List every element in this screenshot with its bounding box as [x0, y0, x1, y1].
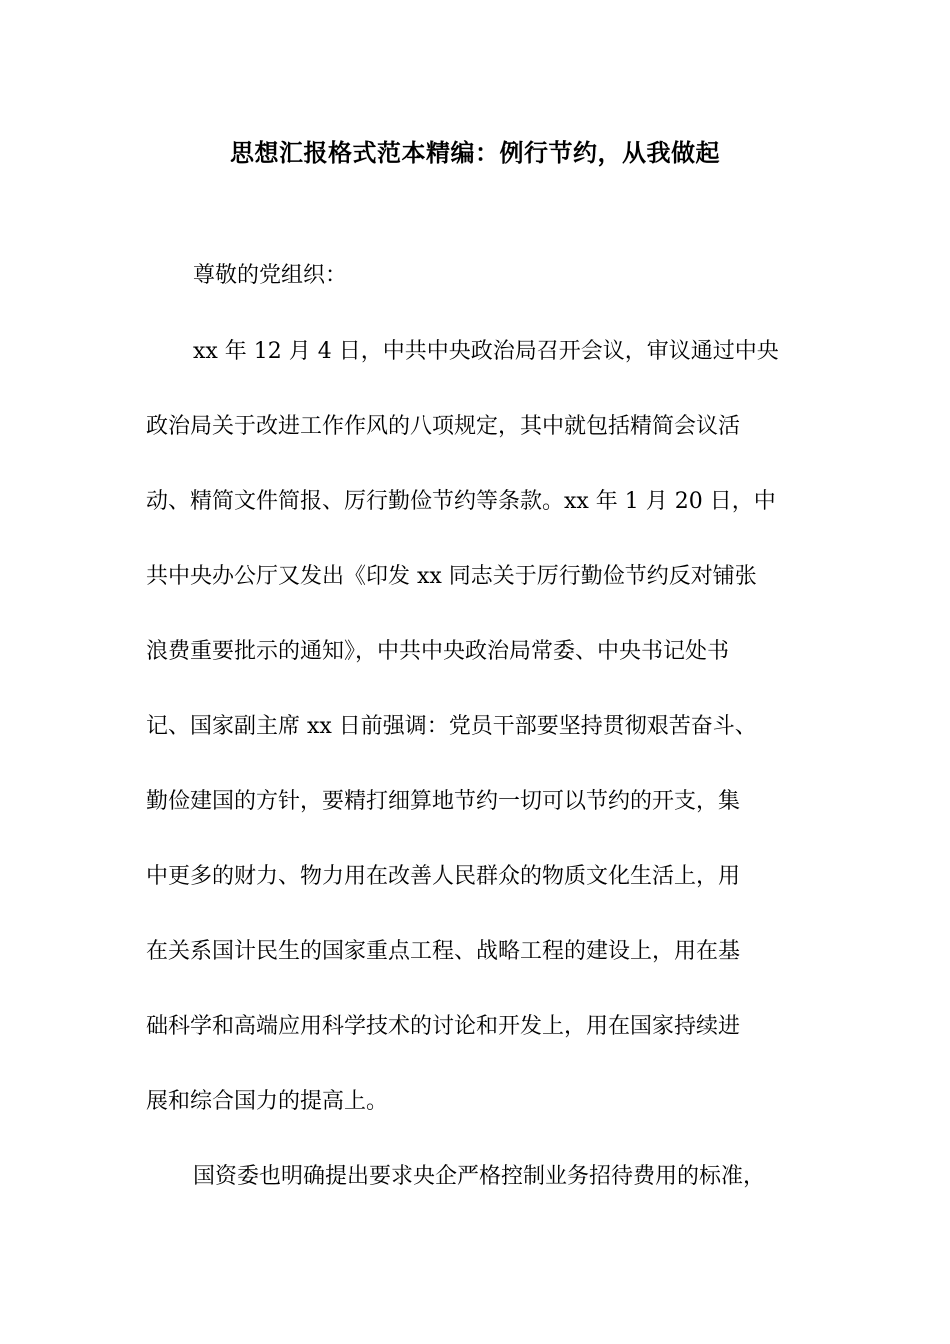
- paragraph-1-line-1: xx 年 12 月 4 日，中共中央政治局召开会议，审议通过中央: [193, 339, 779, 364]
- salutation: 尊敬的党组织：: [193, 263, 348, 288]
- document-title: 思想汇报格式范本精编：例行节约，从我做起: [230, 139, 720, 167]
- paragraph-2-line-1: 国资委也明确提出要求央企严格控制业务招待费用的标准，: [193, 1164, 766, 1189]
- paragraph-1-line-2: 政治局关于改进工作作风的八项规定，其中就包括精简会议活: [146, 414, 741, 439]
- paragraph-1-line-4: 共中央办公厅又发出《印发 xx 同志关于厉行勤俭节约反对铺张: [146, 564, 757, 589]
- paragraph-1-line-5: 浪费重要批示的通知》，中共中央政治局常委、中央书记处书: [146, 639, 730, 664]
- paragraph-1-line-7: 勤俭建国的方针，要精打细算地节约一切可以节约的开支，集: [146, 789, 741, 814]
- paragraph-1-line-3: 动、精简文件简报、厉行勤俭节约等条款。xx 年 1 月 20 日，中: [146, 489, 776, 514]
- paragraph-1-line-10: 础科学和高端应用科学技术的讨论和开发上，用在国家持续进: [146, 1014, 741, 1039]
- paragraph-1-line-8: 中更多的财力、物力用在改善人民群众的物质文化生活上，用: [146, 864, 741, 889]
- paragraph-1-line-11: 展和综合国力的提高上。: [146, 1089, 389, 1114]
- paragraph-1-line-9: 在关系国计民生的国家重点工程、战略工程的建设上，用在基: [146, 939, 741, 964]
- paragraph-1-line-6: 记、国家副主席 xx 日前强调：党员干部要坚持贯彻艰苦奋斗、: [146, 714, 757, 739]
